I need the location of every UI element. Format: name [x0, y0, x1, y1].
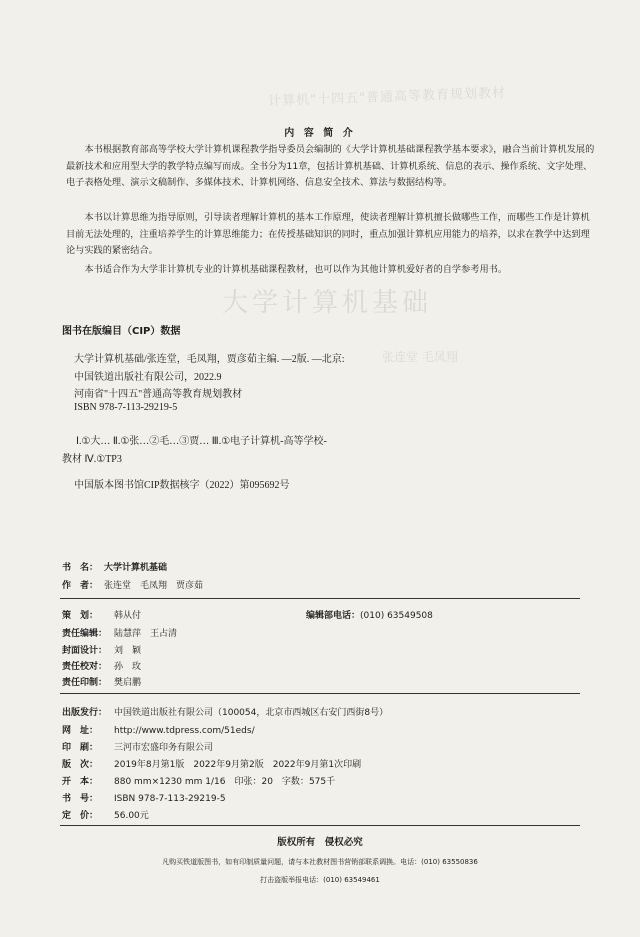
website-row	[62, 723, 255, 736]
divider-3	[60, 825, 580, 826]
book-title-value: 大学计算机基础	[104, 563, 168, 573]
bleed-through-authors: 张连堂 毛凤翔	[382, 350, 458, 364]
isbn-row	[62, 791, 226, 804]
proof-row	[62, 659, 141, 672]
summary-paragraph-1: 本书根据教育部高等学校大学计算机课程教学指导委员会编制的《大学计算机基础课程教学基本要求》，融合当前计算机发展的最新技术和应用型大学的教学特点编写而成。全书分为11章，包括计算机基础、计算机系统、信息的表示、操作系统、文字处理、电子表格处理、演示文稿制作、多媒体技术、计算机网络、信息安全技术、算法与数据结构等。	[66, 144, 595, 188]
website-label: 网 址：	[62, 726, 99, 736]
proof-value: 孙 玫	[114, 662, 142, 672]
printer-label: 印 刷：	[62, 743, 99, 753]
printer-row	[62, 740, 213, 753]
edition-label: 版 次：	[62, 760, 99, 770]
author-value: 张连堂 毛凤翔 贾彦茹	[104, 581, 204, 591]
book-title-row	[62, 560, 167, 573]
website-value: http://www.tdpress.com/51eds/	[114, 726, 255, 736]
publisher-label: 出版发行：	[62, 708, 108, 718]
cip-number: 中国版本图书馆CIP数据核字（2022）第095692号	[74, 480, 290, 491]
format-label: 开 本：	[62, 777, 99, 787]
isbn-label: 书 号：	[62, 794, 99, 804]
phone-row	[306, 608, 433, 621]
divider-2	[60, 693, 580, 694]
cover-label: 封面设计：	[62, 646, 108, 656]
print-manager-value: 樊启鹏	[114, 678, 142, 688]
cip-line-1: 大学计算机基础/张连堂，毛凤翔，贾彦茹主编. —2版. —北京:	[74, 354, 345, 365]
edition-row	[62, 757, 361, 770]
editor-label: 责任编辑：	[62, 629, 108, 639]
summary-heading: 内 容 简 介	[284, 128, 356, 139]
quality-notice: 凡购买铁道版图书，如有印制质量问题，请与本社教材图书营销部联系调换。电话：(010) 63550836	[162, 858, 478, 866]
price-label: 定 价：	[62, 811, 99, 821]
print-manager-label: 责任印制：	[62, 678, 108, 688]
cip-classification-1: Ⅰ.①大… Ⅱ.①张…②毛…③贾… Ⅲ.①电子计算机-高等学校-	[76, 436, 327, 447]
editor-value: 陆慧萍 王占清	[114, 629, 178, 639]
editor-row	[62, 626, 177, 639]
phone-value: (010) 63549508	[360, 611, 433, 621]
planner-label: 策 划：	[62, 611, 99, 621]
cip-title: 图书在版编目（CIP）数据	[62, 326, 181, 337]
author-label: 作 者：	[62, 581, 99, 591]
divider-1	[60, 598, 580, 599]
piracy-report-notice: 打击盗版举报电话：(010) 63549461	[260, 876, 380, 884]
price-row	[62, 808, 149, 821]
cover-value: 刘 颖	[114, 646, 142, 656]
rights-notice: 版权所有 侵权必究	[277, 837, 363, 848]
edition-value: 2019年8月第1版 2022年9月第2版 2022年9月第1次印刷	[114, 760, 362, 770]
price-value: 56.00元	[114, 811, 149, 821]
cip-line-3: 河南省"十四五"普通高等教育规划教材	[74, 389, 243, 400]
summary-paragraph-3: 本书适合作为大学非计算机专业的计算机基础课程教材，也可以作为其他计算机爱好者的自学参考用书。	[84, 264, 508, 275]
summary-paragraph-2: 本书以计算思维为指导原则，引导读者理解计算机的基本工作原理，使读者理解计算机擅长做哪些工作，而哪些工作是计算机目前无法处理的，注重培养学生的计算思维能力；在传授基础知识的同时，重点加强计算机应用能力的培养，以求在教学中达到理论与实践的紧密结合。	[66, 212, 590, 256]
printer-value: 三河市宏盛印务有限公司	[114, 743, 214, 753]
author-row	[62, 578, 203, 591]
proof-label: 责任校对：	[62, 662, 108, 672]
bleed-through-title: 大学计算机基础	[222, 288, 433, 318]
publisher-row	[62, 705, 388, 718]
cip-line-2: 中国铁道出版社有限公司，2022.9	[74, 372, 222, 383]
format-value: 880 mm×1230 mm 1/16 印张：20 字数：575千	[114, 777, 336, 787]
phone-label: 编辑部电话：	[306, 611, 361, 621]
planner-row	[62, 608, 141, 621]
cip-classification-2: 教材 Ⅳ.①TP3	[62, 454, 122, 465]
bleed-through-text: 计算机"十四五"普通高等教育规划教材	[267, 85, 507, 110]
book-title-label: 书 名：	[62, 563, 99, 573]
format-row	[62, 774, 335, 787]
publisher-value: 中国铁道出版社有限公司（100054，北京市西城区右安门西街8号）	[114, 708, 389, 718]
print-manager-row	[62, 675, 141, 688]
isbn-value: ISBN 978-7-113-29219-5	[114, 794, 226, 804]
cip-isbn: ISBN 978-7-113-29219-5	[74, 402, 178, 413]
cover-row	[62, 643, 141, 656]
planner-value: 韩从付	[114, 611, 142, 621]
